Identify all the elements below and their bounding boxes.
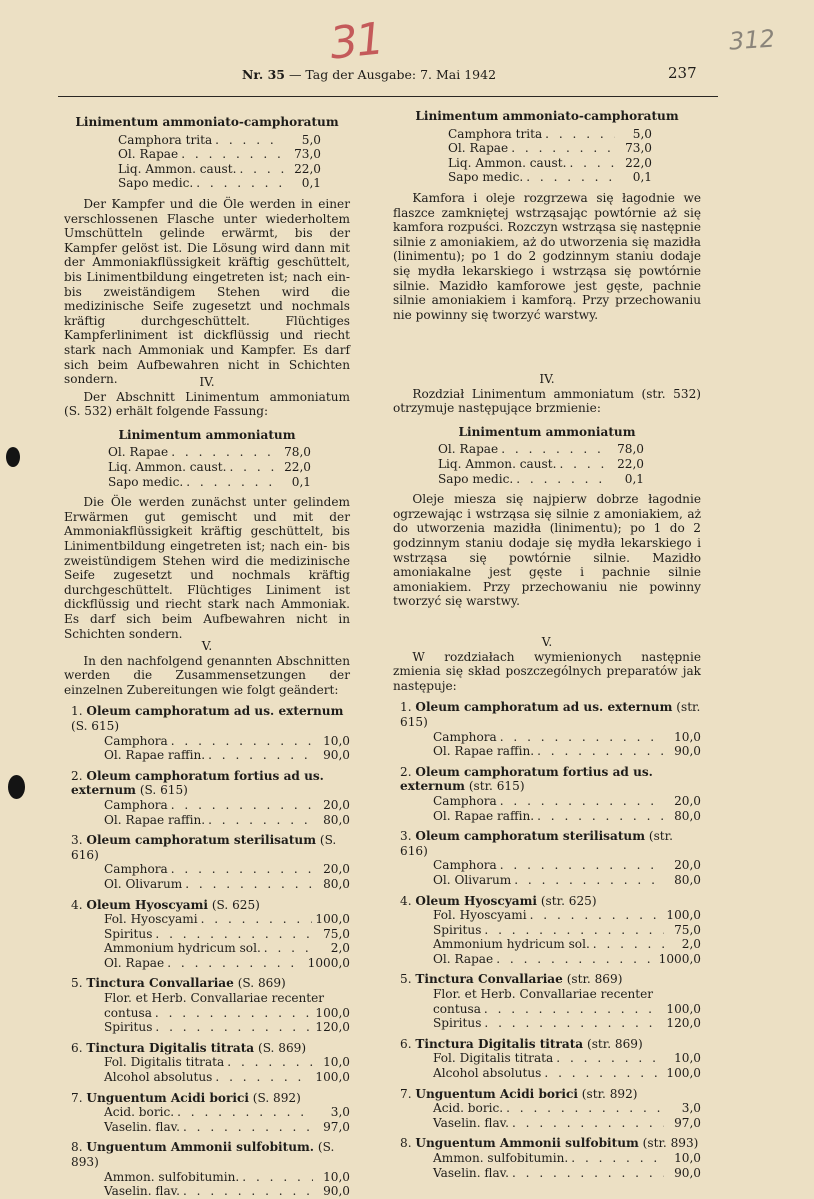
formula-number: 2. bbox=[400, 764, 412, 779]
formula-page-ref: (str. 869) bbox=[566, 972, 623, 987]
ingredient-row bbox=[104, 862, 350, 877]
ingredient-name: Fol. Hyoscyami bbox=[104, 912, 198, 927]
ingredient-name: Ol. Rapae bbox=[433, 951, 494, 966]
ingredient-amount: 90,0 bbox=[323, 1184, 350, 1199]
ingredient-row bbox=[433, 1002, 701, 1017]
ingredient-row bbox=[433, 1066, 701, 1081]
ingredient-row bbox=[104, 1055, 350, 1070]
formula-ingredients bbox=[433, 794, 701, 823]
ingredient-amount: 120,0 bbox=[666, 1016, 701, 1031]
formula-name: Oleum camphoratum fortius ad us. externum bbox=[400, 764, 653, 794]
formula-number: 4. bbox=[71, 897, 83, 912]
leader-dots bbox=[183, 1120, 313, 1135]
recipe-title: Linimentum ammoniato-camphoratum bbox=[415, 109, 679, 123]
formula-ingredients bbox=[104, 1055, 350, 1084]
ingredient-row bbox=[104, 748, 350, 763]
ingredient-name: Camphora bbox=[104, 733, 168, 748]
formula-heading bbox=[64, 704, 350, 733]
ingredient-row bbox=[433, 744, 701, 759]
ingredient-row bbox=[104, 877, 350, 892]
formula-number: 4. bbox=[400, 893, 412, 908]
recipe-block-1 bbox=[64, 115, 350, 387]
formula-number: 3. bbox=[71, 833, 83, 848]
formula-name: Tinctura Digitalis titrata bbox=[415, 1036, 584, 1051]
formula-item bbox=[64, 1041, 350, 1085]
formula-number: 7. bbox=[400, 1086, 412, 1101]
ingredient-name: Ammon. sulfobitumin. bbox=[433, 1151, 569, 1165]
recipe-ingredients bbox=[118, 133, 321, 191]
formula-page-ref: (S. 869) bbox=[237, 976, 286, 991]
ingredient-name: Vaselin. flav. bbox=[433, 1165, 509, 1180]
formula-name: Unguentum Ammonii sulfobitum bbox=[415, 1136, 639, 1151]
ingredient-name: Ol. Rapae bbox=[104, 955, 165, 970]
formula-ingredients bbox=[433, 987, 701, 1031]
ingredient-amount: 20,0 bbox=[323, 862, 350, 877]
leader-dots bbox=[177, 1105, 313, 1120]
formula-ingredients bbox=[104, 798, 350, 827]
ingredient-amount: 20,0 bbox=[674, 858, 701, 873]
leader-dots bbox=[593, 937, 664, 952]
ingredient-row: Sapo medic. . . . 0,1 bbox=[448, 170, 652, 185]
formula-page-ref: (S. 893) bbox=[71, 1140, 335, 1169]
leader-dots bbox=[512, 1166, 664, 1181]
formula-page-ref: (S. 869) bbox=[257, 1040, 307, 1055]
ingredient-row: Ol. Rapae . . . 73,0 bbox=[448, 141, 652, 156]
ingredient-name: Vaselin. flav. bbox=[104, 1119, 180, 1134]
leader-dots bbox=[496, 952, 655, 967]
formula-number: 7. bbox=[71, 1090, 83, 1105]
formula-name: Unguentum Acidi borici bbox=[86, 1090, 249, 1105]
ingredient-amount: 1000,0 bbox=[307, 955, 350, 970]
formula-ingredients bbox=[104, 991, 350, 1035]
formula-page-ref: (str. 869) bbox=[586, 1036, 643, 1051]
leader-dots bbox=[484, 1002, 663, 1017]
ingredient-row bbox=[104, 912, 350, 927]
formula-name: Tinctura Digitalis titrata bbox=[86, 1040, 255, 1055]
issue-date: — Tag der Ausgabe: 7. Mai 1942 bbox=[284, 67, 497, 82]
ingredient-row bbox=[433, 952, 701, 967]
leader-dots bbox=[556, 1051, 664, 1066]
section-intro: In den nachfolgend genannten Abschnitten werden die Zusammensetzungen der einzelnen Zubereitungen wie folgt geändert: bbox=[64, 653, 350, 697]
ingredient-name: Vaselin. flav. bbox=[433, 1115, 509, 1130]
formula-name: Tinctura Convallariae bbox=[86, 976, 234, 991]
ingredient-row bbox=[433, 1151, 701, 1166]
formula-name: Oleum Hyoscyami bbox=[415, 893, 537, 908]
recipe-title: Linimentum ammoniatum bbox=[118, 427, 296, 442]
formula-heading bbox=[393, 972, 701, 987]
recipe-instructions: Oleje miesza się najpierw dobrze łagodnie ogrzewając i wstrząsa się silnie z amoniakiem, aż do utworzenia mazidła (linimentu); po 1 do 2 godzinnym staniu dodaje się mydła lekarskiego i wstrząsa się powtórnie silnie. Mazidło amoniakalne jest gęste i pachnie silnie amoniakiem. Przy przechowaniu nie powinny tworzyć się warstwy. bbox=[393, 492, 701, 609]
ingredient-row bbox=[433, 1016, 701, 1031]
ingredient-row bbox=[433, 858, 701, 873]
formula-heading bbox=[64, 833, 350, 862]
recipe-instructions: Der Kampfer und die Öle werden in einer verschlossenen Flasche unter wiederholtem Umschütteln gelinde erwärmt, bis der Kampfer gelöst ist. Die Lösung wird dann mit der Ammoniakflüssigkeit kräftig geschüttelt, bis Linimentbildung eingetreten ist; nach ein- bis zweiständigem Stehen wird die medizinische Seife zugesetzt und nochmals kräftig durchgeschüttelt. Flüchtiges Kampferliniment ist dickflüssig und riecht stark nach Ammoniak und Kampfer. Es darf sich beim Aufbewahren nicht in Schichten sondern. bbox=[64, 196, 350, 387]
ingredient-amount: 80,0 bbox=[674, 808, 701, 823]
formula-ingredients bbox=[104, 1170, 350, 1199]
ingredient-amount: 90,0 bbox=[674, 744, 701, 759]
formula-heading bbox=[64, 1140, 350, 1169]
leader-dots bbox=[264, 941, 313, 956]
ingredient-amount: 10,0 bbox=[323, 1055, 350, 1070]
formula-item bbox=[393, 972, 701, 1030]
ingredient-name: Ol. Rapae raffin. bbox=[433, 808, 535, 823]
ingredient-name: Camphora bbox=[433, 793, 497, 808]
ingredient-row bbox=[433, 730, 701, 745]
formula-name: Oleum camphoratum fortius ad us. externum bbox=[71, 768, 324, 798]
formula-number: 6. bbox=[400, 1036, 412, 1051]
formula-item bbox=[64, 898, 350, 971]
recipe-instructions: Kamfora i oleje rozgrzewa się łagodnie we flaszce zamkniętej wstrząsając powtórnie aż się kamfora rozpuści. Rozczyn wstrząsa się następnie silnie z amoniakiem, aż do utworzenia się mazidła (linimentu); po 1 do 2 godzinnym staniu dodaje się mydła lekarskiego i wstrząsa się powtórnie silnie. Mazidło kamforowe jest gęste, pachnie silnie amoniakiem i kamforą. Przy przechowaniu nie powinny się tworzyć warstwy. bbox=[393, 190, 701, 322]
ingredient-amount: 90,0 bbox=[323, 748, 350, 763]
ingredient-name: Ol. Olivarum bbox=[104, 876, 183, 891]
formula-name: Oleum camphoratum sterilisatum bbox=[415, 829, 645, 844]
ingredient-amount: 3,0 bbox=[681, 1101, 701, 1116]
ingredient-name: Ammonium hydricum sol. bbox=[104, 941, 261, 956]
ingredient-amount: 10,0 bbox=[323, 1169, 350, 1184]
leader-dots bbox=[208, 813, 313, 828]
issue-number: Nr. 35 bbox=[242, 67, 285, 82]
formula-number: 1. bbox=[71, 704, 83, 719]
recipe-ingredients bbox=[438, 442, 644, 486]
ingredient-amount: 75,0 bbox=[674, 922, 701, 937]
leader-dots bbox=[215, 1070, 312, 1085]
ingredient-name: Ammonium hydricum sol. bbox=[433, 937, 590, 952]
formula-ingredients bbox=[433, 730, 701, 759]
formula-name: Oleum camphoratum sterilisatum bbox=[86, 833, 316, 848]
formula-item bbox=[64, 976, 350, 1034]
leader-dots bbox=[227, 1055, 313, 1070]
recipe-instructions: Die Öle werden zunächst unter gelindem Erwärmen gut gemischt und mit der Ammoniakflüssigkeit kräftig geschüttelt, bis Linimentbildung eingetreten ist; nach ein- bis zweistündigem Stehen wird die medizinische Seife zugesetzt und nochmals kräftig durchgeschüttelt. Flüchtiges Liniment ist dickflüssig und riecht stark nach Ammoniak. Es darf sich beim Aufbewahren nicht in Schichten sondern. bbox=[64, 495, 350, 641]
ingredient-name: Flor. et Herb. Convallariae recenter bbox=[104, 991, 325, 1006]
formula-heading bbox=[393, 700, 701, 729]
formula-page-ref: (str. 625) bbox=[540, 893, 597, 908]
ingredient-amount: 3,0 bbox=[330, 1105, 350, 1120]
formula-page-ref: (str. 615) bbox=[400, 700, 701, 729]
ingredient-row: Ol. Rapae . . . 73,0 bbox=[118, 147, 321, 162]
ingredient-row bbox=[433, 987, 701, 1002]
formula-name: Tinctura Convallariae bbox=[415, 972, 563, 987]
ingredient-name: Fol. Digitalis titrata bbox=[104, 1055, 225, 1070]
formula-name: Unguentum Acidi borici bbox=[415, 1086, 578, 1101]
ingredient-row bbox=[433, 923, 701, 938]
ingredient-amount: 2,0 bbox=[330, 941, 350, 956]
formula-heading bbox=[393, 1087, 701, 1102]
formula-name: Oleum camphoratum ad us. externum bbox=[86, 704, 344, 719]
ingredient-amount: 10,0 bbox=[674, 1151, 701, 1165]
leader-dots bbox=[537, 809, 664, 824]
leader-dots bbox=[544, 1066, 663, 1081]
formula-number: 8. bbox=[71, 1140, 83, 1155]
formula-name: Oleum Hyoscyami bbox=[86, 897, 208, 912]
ingredient-row bbox=[104, 1006, 350, 1021]
formula-item bbox=[64, 1140, 350, 1198]
punch-hole bbox=[6, 447, 20, 467]
ingredient-amount: 100,0 bbox=[666, 1066, 701, 1081]
formula-number: 3. bbox=[400, 829, 412, 844]
ingredient-amount: 75,0 bbox=[323, 926, 350, 941]
ingredient-name: contusa bbox=[104, 1005, 152, 1020]
formula-item bbox=[64, 833, 350, 891]
ingredient-row: Sapo medic. . . . 0,1 bbox=[108, 475, 311, 490]
leader-dots bbox=[506, 1101, 664, 1116]
formula-page-ref: (S. 615) bbox=[71, 718, 120, 733]
ingredient-name: Fol. Hyoscyami bbox=[433, 908, 527, 923]
ingredient-row bbox=[433, 1101, 701, 1116]
ingredient-amount: 10,0 bbox=[674, 1051, 701, 1066]
ingredient-amount: 100,0 bbox=[315, 1070, 350, 1085]
leader-dots bbox=[183, 1184, 313, 1199]
formula-page-ref: (S. 616) bbox=[71, 833, 337, 862]
ingredient-row: Ol. Rapae . . . 78,0 bbox=[438, 442, 644, 457]
formula-ingredients bbox=[433, 858, 701, 887]
leader-dots bbox=[155, 1020, 312, 1035]
leader-dots bbox=[514, 873, 664, 888]
ingredient-amount: 100,0 bbox=[666, 908, 701, 923]
section-heading: IV. bbox=[539, 372, 555, 386]
formula-ingredients bbox=[433, 1051, 701, 1080]
ingredient-row: Camphora trita . . . 5,0 bbox=[118, 133, 321, 148]
leader-dots bbox=[171, 798, 313, 813]
ingredient-amount: 10,0 bbox=[323, 733, 350, 748]
formula-heading bbox=[64, 1091, 350, 1106]
recipe-block-1 bbox=[393, 109, 701, 322]
formula-item bbox=[393, 894, 701, 967]
section-intro: Rozdział Linimentum ammoniatum (str. 532) otrzymuje następujące brzmienie: bbox=[393, 386, 701, 416]
leader-dots bbox=[171, 734, 313, 749]
ingredient-row bbox=[104, 1105, 350, 1120]
leader-dots bbox=[571, 1151, 664, 1166]
ingredient-row: Sapo medic. . . . 0,1 bbox=[118, 176, 321, 191]
ingredient-row: Ol. Rapae . . . 78,0 bbox=[108, 445, 311, 460]
section-v bbox=[393, 635, 701, 1180]
formula-page-ref: (str. 893) bbox=[642, 1136, 699, 1151]
ingredient-name: Vaselin. flav. bbox=[104, 1184, 180, 1199]
ingredient-row: Sapo medic. . . . 0,1 bbox=[438, 472, 644, 487]
section-iv bbox=[393, 372, 701, 609]
ingredient-name: Ol. Rapae raffin. bbox=[104, 748, 206, 763]
leader-dots bbox=[512, 1116, 664, 1131]
ingredient-name: Acid. boric. bbox=[433, 1101, 504, 1116]
leader-dots bbox=[500, 730, 664, 745]
ingredient-amount: 120,0 bbox=[315, 1020, 350, 1035]
formula-number: 8. bbox=[400, 1136, 412, 1151]
formula-item bbox=[393, 1136, 701, 1180]
ingredient-row bbox=[433, 937, 701, 952]
section-heading: V. bbox=[201, 639, 213, 653]
formula-ingredients bbox=[433, 908, 701, 966]
formula-heading bbox=[64, 976, 350, 991]
punch-hole bbox=[8, 775, 25, 799]
formula-number: 6. bbox=[71, 1040, 83, 1055]
leader-dots bbox=[201, 912, 313, 927]
formula-item bbox=[393, 829, 701, 887]
formula-number: 5. bbox=[400, 972, 412, 987]
ingredient-row bbox=[433, 1166, 701, 1181]
leader-dots bbox=[185, 877, 313, 892]
section-heading: IV. bbox=[199, 375, 215, 389]
ingredient-name: Flor. et Herb. Convallariae recenter bbox=[433, 987, 654, 1002]
ingredient-row: Liq. Ammon. caust. . . . 22,0 bbox=[108, 460, 311, 475]
ingredient-name: Camphora bbox=[104, 862, 168, 877]
leader-dots bbox=[537, 744, 664, 759]
formula-ingredients bbox=[433, 1151, 701, 1180]
ingredient-row bbox=[104, 1170, 350, 1185]
ingredient-amount: 90,0 bbox=[674, 1165, 701, 1180]
formula-heading bbox=[64, 769, 350, 798]
ingredient-name: Ammon. sulfobitumin. bbox=[104, 1169, 240, 1184]
recipe-ingredients bbox=[108, 445, 311, 489]
page-number: 237 bbox=[668, 64, 697, 82]
ingredient-name: Spiritus bbox=[104, 1020, 153, 1035]
ingredient-amount: 80,0 bbox=[323, 876, 350, 891]
formula-item bbox=[64, 769, 350, 827]
ingredient-row bbox=[104, 1070, 350, 1085]
handwritten-red-number: 31 bbox=[327, 13, 385, 70]
ingredient-name: contusa bbox=[433, 1001, 481, 1016]
formula-name: Oleum camphoratum ad us. externum bbox=[415, 700, 673, 715]
formula-number: 1. bbox=[400, 700, 412, 715]
ingredient-row bbox=[104, 1184, 350, 1199]
section-heading: V. bbox=[541, 635, 553, 649]
leader-dots bbox=[484, 1016, 663, 1031]
formula-item bbox=[64, 1091, 350, 1135]
ingredient-row: Liq. Ammon. caust. . . . 22,0 bbox=[448, 156, 652, 171]
ingredient-row bbox=[433, 873, 701, 888]
formula-item bbox=[393, 765, 701, 823]
formula-page-ref: (S. 615) bbox=[139, 783, 188, 798]
formula-item bbox=[393, 1037, 701, 1081]
ingredient-amount: 2,0 bbox=[681, 937, 701, 952]
leader-dots bbox=[155, 1006, 312, 1021]
recipe-title: Linimentum ammoniatum bbox=[458, 424, 636, 439]
formula-page-ref: (str. 892) bbox=[581, 1086, 638, 1101]
formula-ingredients bbox=[104, 734, 350, 763]
ingredient-name: Fol. Digitalis titrata bbox=[433, 1051, 554, 1066]
formula-list bbox=[64, 704, 350, 1198]
ingredient-amount: 97,0 bbox=[674, 1115, 701, 1130]
leader-dots bbox=[167, 956, 304, 971]
formula-ingredients bbox=[433, 1101, 701, 1130]
ingredient-amount: 97,0 bbox=[323, 1119, 350, 1134]
recipe-ingredients bbox=[448, 127, 652, 185]
ingredient-name: Camphora bbox=[433, 858, 497, 873]
leader-dots bbox=[242, 1170, 313, 1185]
formula-item bbox=[393, 1087, 701, 1131]
ingredient-row bbox=[433, 908, 701, 923]
ingredient-name: Ol. Olivarum bbox=[433, 872, 512, 887]
ingredient-name: Acid. boric. bbox=[104, 1105, 175, 1120]
ingredient-name: Alcohol absolutus bbox=[433, 1066, 542, 1081]
section-iv bbox=[64, 375, 350, 641]
ingredient-amount: 20,0 bbox=[323, 797, 350, 812]
formula-page-ref: (str. 616) bbox=[400, 829, 673, 858]
ingredient-name: Camphora bbox=[104, 797, 168, 812]
formula-heading bbox=[393, 829, 701, 858]
ingredient-amount: 20,0 bbox=[674, 793, 701, 808]
leader-dots bbox=[500, 858, 664, 873]
ingredient-amount: 100,0 bbox=[315, 1005, 350, 1020]
leader-dots bbox=[530, 908, 664, 923]
ingredient-name: Spiritus bbox=[104, 926, 153, 941]
ingredient-amount: 100,0 bbox=[666, 1001, 701, 1016]
ingredient-row: Liq. Ammon. caust. . . . 22,0 bbox=[118, 162, 321, 177]
formula-page-ref: (S. 892) bbox=[252, 1090, 301, 1105]
ingredient-amount: 80,0 bbox=[323, 812, 350, 827]
formula-name: Unguentum Ammonii sulfobitum. bbox=[86, 1140, 315, 1155]
ingredient-amount: 1000,0 bbox=[658, 951, 701, 966]
formula-heading bbox=[393, 894, 701, 909]
formula-heading bbox=[64, 898, 350, 913]
ingredient-amount: 10,0 bbox=[674, 729, 701, 744]
ingredient-name: Ol. Rapae raffin. bbox=[433, 744, 535, 759]
ingredient-row: Liq. Ammon. caust. . . . 22,0 bbox=[438, 457, 644, 472]
ingredient-name: Ol. Rapae raffin. bbox=[104, 812, 206, 827]
header-rule bbox=[58, 96, 718, 97]
ingredient-name: Camphora bbox=[433, 729, 497, 744]
formula-number: 5. bbox=[71, 976, 83, 991]
section-v bbox=[64, 639, 350, 1199]
ingredient-row bbox=[433, 794, 701, 809]
formula-page-ref: (S. 625) bbox=[211, 897, 260, 912]
formula-ingredients bbox=[104, 912, 350, 970]
formula-ingredients bbox=[104, 1105, 350, 1134]
handwritten-grey-number: 312 bbox=[728, 24, 776, 56]
ingredient-row bbox=[104, 813, 350, 828]
recipe-title: Linimentum ammoniato-camphoratum bbox=[75, 115, 339, 129]
ingredient-name: Spiritus bbox=[433, 1016, 482, 1031]
formula-list bbox=[393, 700, 701, 1180]
leader-dots bbox=[484, 923, 664, 938]
formula-item bbox=[393, 700, 701, 758]
formula-page-ref: (str. 615) bbox=[468, 779, 525, 794]
formula-ingredients bbox=[104, 862, 350, 891]
formula-heading bbox=[393, 1037, 701, 1052]
section-intro: Der Abschnitt Linimentum ammoniatum (S. 532) erhält folgende Fassung: bbox=[64, 389, 350, 419]
ingredient-row bbox=[104, 798, 350, 813]
ingredient-amount: 80,0 bbox=[674, 872, 701, 887]
ingredient-name: Alcohol absolutus bbox=[104, 1070, 213, 1085]
ingredient-row bbox=[104, 734, 350, 749]
ingredient-amount: 100,0 bbox=[315, 912, 350, 927]
section-intro: W rozdziałach wymienionych następnie zmienia się skład poszczególnych preparatów jak następuje: bbox=[393, 649, 701, 693]
page-header bbox=[242, 67, 496, 82]
ingredient-name: Spiritus bbox=[433, 922, 482, 937]
ingredient-row bbox=[433, 809, 701, 824]
formula-item bbox=[64, 704, 350, 762]
leader-dots bbox=[155, 927, 313, 942]
formula-number: 2. bbox=[71, 768, 83, 783]
leader-dots bbox=[208, 748, 313, 763]
formula-heading bbox=[64, 1041, 350, 1056]
ingredient-row bbox=[104, 956, 350, 971]
ingredient-row bbox=[104, 1120, 350, 1135]
ingredient-row bbox=[104, 1020, 350, 1035]
ingredient-row bbox=[433, 1051, 701, 1066]
ingredient-row bbox=[104, 927, 350, 942]
ingredient-row bbox=[433, 1116, 701, 1131]
leader-dots bbox=[171, 862, 313, 877]
ingredient-row bbox=[104, 991, 350, 1006]
ingredient-row: Camphora trita . . . 5,0 bbox=[448, 127, 652, 142]
formula-heading bbox=[393, 1136, 701, 1151]
formula-heading bbox=[393, 765, 701, 794]
ingredient-row bbox=[104, 941, 350, 956]
leader-dots bbox=[500, 794, 664, 809]
